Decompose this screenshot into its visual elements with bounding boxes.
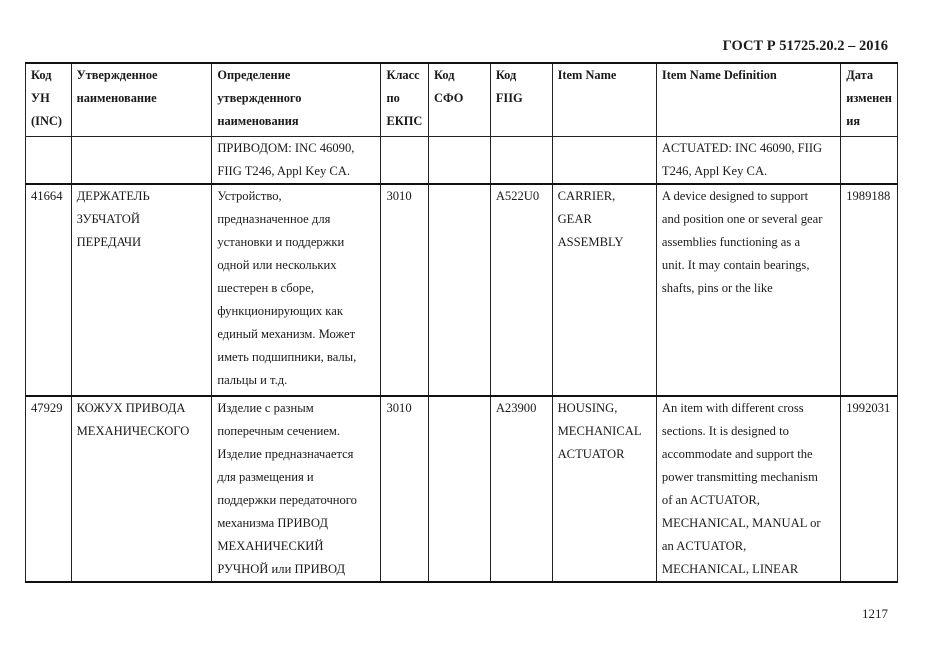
cell-item-name: HOUSING, MECHANICAL ACTUATOR bbox=[552, 396, 656, 582]
cell-sfo bbox=[429, 396, 491, 582]
cell-sfo bbox=[429, 184, 491, 396]
header-date: Дата изменен ия bbox=[841, 63, 898, 137]
header-item-name: Item Name bbox=[552, 63, 656, 137]
cell-item-name-definition: A device designed to support and position one or several gear assemblies functioning as a unit. It may contain bearings, shafts, pins or the like bbox=[656, 184, 840, 396]
cell-fiig: A522U0 bbox=[490, 184, 552, 396]
header-class: Класс по ЕКПС bbox=[381, 63, 429, 137]
cell-sfo bbox=[429, 137, 491, 185]
cell-item-name bbox=[552, 137, 656, 185]
cell-item-name: CARRIER, GEAR ASSEMBLY bbox=[552, 184, 656, 396]
header-fiig: Код FIIG bbox=[490, 63, 552, 137]
table-row bbox=[26, 396, 898, 582]
table-row bbox=[26, 137, 898, 185]
cell-definition: Устройство, предназначенное для установки и поддержки одной или нескольких шестерен в сборе, функционирующих как единый механизм. Может иметь подшипники, валы, пальцы и т.д. bbox=[212, 184, 381, 396]
cell-class: 3010 bbox=[381, 396, 429, 582]
table-row bbox=[26, 184, 898, 396]
header-inc: Код УН (INC) bbox=[26, 63, 72, 137]
cell-inc: 41664 bbox=[26, 184, 72, 396]
cell-item-name-definition: An item with different cross sections. It is designed to accommodate and support the power transmitting mechanism of an ACTUATOR, MECHANICAL, MANUAL or an ACTUATOR, MECHANICAL, LINEAR bbox=[656, 396, 840, 582]
header-item-name-definition: Item Name Definition bbox=[656, 63, 840, 137]
cell-approved-name: ДЕРЖАТЕЛЬ ЗУБЧАТОЙ ПЕРЕДАЧИ bbox=[71, 184, 212, 396]
items-table bbox=[25, 62, 898, 583]
cell-inc bbox=[26, 137, 72, 185]
header-sfo: Код СФО bbox=[429, 63, 491, 137]
table-header-row bbox=[26, 63, 898, 137]
cell-date: 1989188 bbox=[841, 184, 898, 396]
cell-definition: ПРИВОДОМ: INC 46090, FIIG T246, Appl Key CA. bbox=[212, 137, 381, 185]
cell-item-name-definition: ACTUATED: INC 46090, FIIG T246, Appl Key CA. bbox=[656, 137, 840, 185]
cell-class bbox=[381, 137, 429, 185]
cell-date bbox=[841, 137, 898, 185]
cell-class: 3010 bbox=[381, 184, 429, 396]
cell-approved-name: КОЖУХ ПРИВОДА МЕХАНИЧЕСКОГО bbox=[71, 396, 212, 582]
page-number: 1217 bbox=[862, 606, 888, 621]
cell-inc: 47929 bbox=[26, 396, 72, 582]
cell-fiig bbox=[490, 137, 552, 185]
cell-fiig: A23900 bbox=[490, 396, 552, 582]
header-approved-name: Утвержденное наименование bbox=[71, 63, 212, 137]
header-definition: Определение утвержденного наименования bbox=[212, 63, 381, 137]
cell-definition: Изделие с разным поперечным сечением. Изделие предназначается для размещения и поддержки передаточного механизма ПРИВОД МЕХАНИЧЕСКИЙ РУЧНОЙ или ПРИВОД bbox=[212, 396, 381, 582]
document-header: ГОСТ Р 51725.20.2 – 2016 bbox=[722, 38, 888, 54]
cell-date: 1992031 bbox=[841, 396, 898, 582]
cell-approved-name bbox=[71, 137, 212, 185]
